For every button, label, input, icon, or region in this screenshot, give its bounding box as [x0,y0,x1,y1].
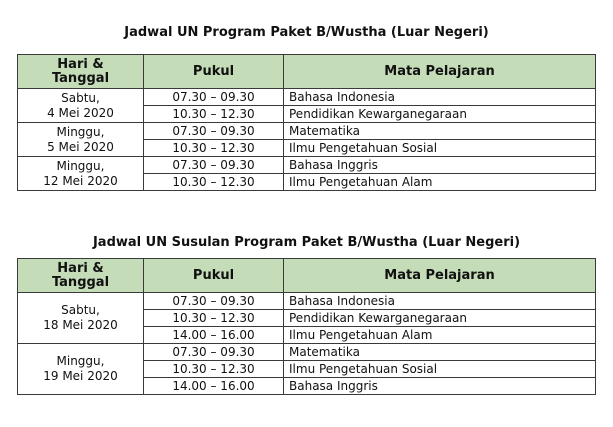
time-cell: 10.30 – 12.30 [144,106,284,123]
day-name: Minggu, [56,124,105,139]
table-row [18,89,596,106]
subject-cell: Ilmu Pengetahuan Sosial [284,140,596,157]
header-subject: Mata Pelajaran [284,55,596,89]
subject-cell: Ilmu Pengetahuan Alam [284,327,596,344]
table-header-row [18,55,596,89]
subject-cell: Bahasa Inggris [284,157,596,174]
time-cell: 14.00 – 16.00 [144,378,284,395]
header-day-line2: Tanggal [51,70,110,86]
time-cell: 10.30 – 12.30 [144,310,284,327]
day-date: 19 Mei 2020 [43,369,118,383]
subject-cell: Pendidikan Kewarganegaraan [284,106,596,123]
schedule-makeup-table [17,258,596,395]
header-day-line1: Hari & [57,56,104,72]
day-cell [18,89,144,123]
day-cell [18,157,144,191]
header-time: Pukul [144,55,284,89]
subject-cell: Matematika [284,123,596,140]
header-day-line2: Tanggal [51,274,110,290]
table-row [18,293,596,310]
subject-cell: Ilmu Pengetahuan Alam [284,174,596,191]
time-cell: 07.30 – 09.30 [144,89,284,106]
day-cell [18,344,144,395]
day-name: Sabtu, [61,303,100,317]
subject-cell: Bahasa Indonesia [284,293,596,310]
subject-cell: Ilmu Pengetahuan Sosial [284,361,596,378]
time-cell: 07.30 – 09.30 [144,157,284,174]
day-name: Minggu, [56,354,105,368]
subject-cell: Pendidikan Kewarganegaraan [284,310,596,327]
table-row [18,157,596,174]
subject-cell: Bahasa Indonesia [284,89,596,106]
table-header-row [18,259,596,293]
day-name: Sabtu, [61,90,100,105]
header-day-date [18,55,144,89]
time-cell: 10.30 – 12.30 [144,140,284,157]
schedule-regular-table [17,54,596,191]
day-date: 12 Mei 2020 [43,173,118,188]
day-date: 4 Mei 2020 [47,105,114,120]
time-cell: 10.30 – 12.30 [144,174,284,191]
time-cell: 10.30 – 12.30 [144,361,284,378]
header-time: Pukul [144,259,284,293]
subject-cell: Matematika [284,344,596,361]
day-cell [18,293,144,344]
header-subject: Mata Pelajaran [284,259,596,293]
time-cell: 07.30 – 09.30 [144,123,284,140]
time-cell: 14.00 – 16.00 [144,327,284,344]
table-row [18,123,596,140]
day-name: Minggu, [56,158,105,173]
day-date: 18 Mei 2020 [43,318,118,332]
time-cell: 07.30 – 09.30 [144,293,284,310]
table-row [18,344,596,361]
day-cell [18,123,144,157]
time-cell: 07.30 – 09.30 [144,344,284,361]
header-day-date [18,259,144,293]
day-date: 5 Mei 2020 [47,139,114,154]
schedule-makeup-title: Jadwal UN Susulan Program Paket B/Wustha (Luar Negeri) [92,235,521,250]
subject-cell: Bahasa Inggris [284,378,596,395]
schedule-regular-title: Jadwal UN Program Paket B/Wustha (Luar Negeri) [124,25,489,40]
header-day-line1: Hari & [57,260,104,276]
